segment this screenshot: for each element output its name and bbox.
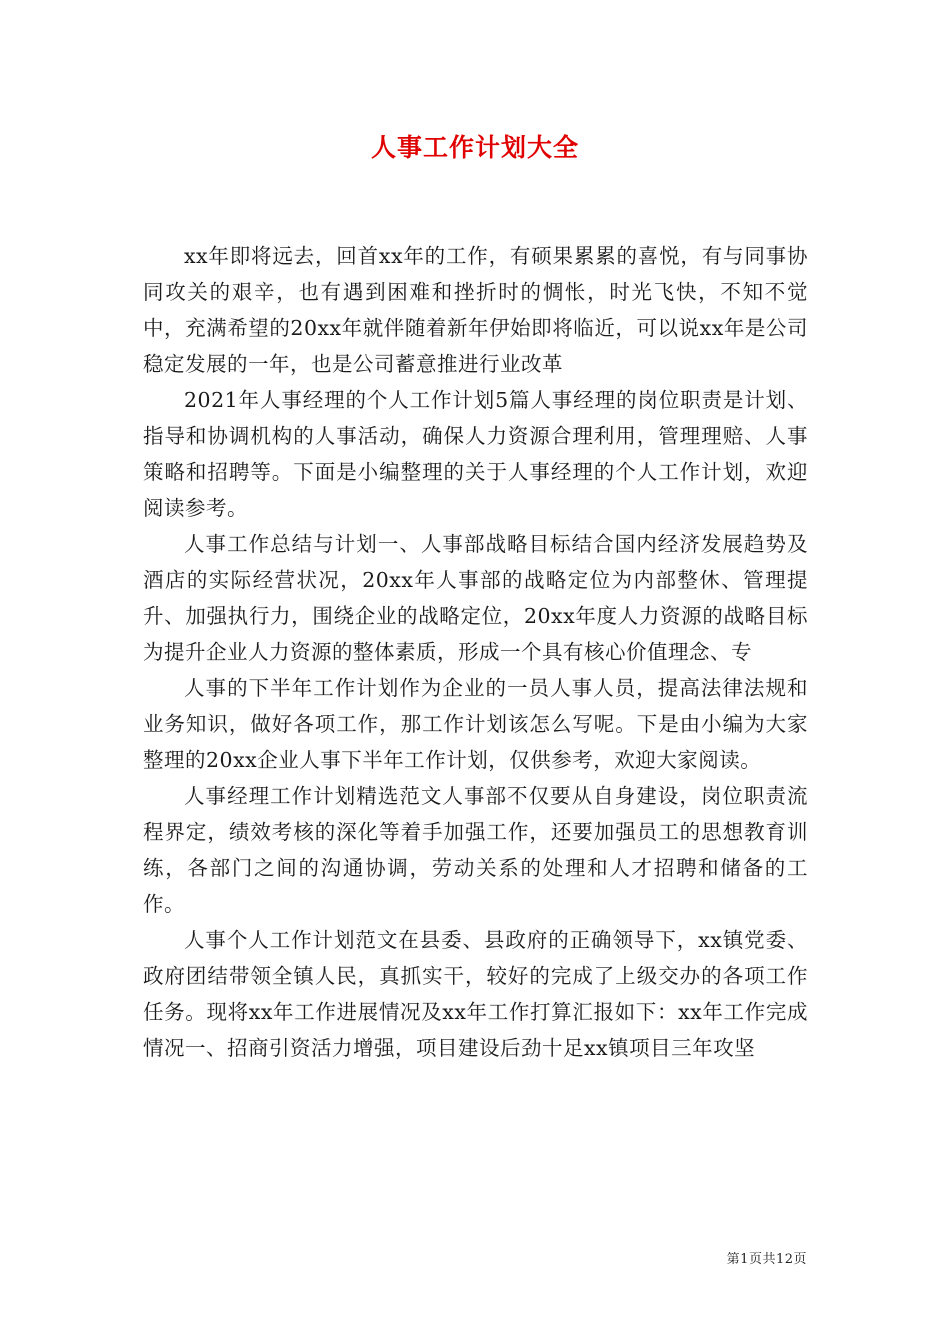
- paragraph-1: xx年即将远去，回首xx年的工作，有硕果累累的喜悦，有与同事协同攻关的艰辛，也有遇到困难和挫折时的惆怅，时光飞快，不知不觉中，充满希望的20xx年就伴随着新年伊始即将临近，可以说xx年是公司稳定发展的一年，也是公司蓄意推进行业改革: [143, 244, 808, 376]
- document-body: [143, 238, 808, 1066]
- page-number: 第1页共12页: [726, 1252, 807, 1267]
- paragraph-6: 人事个人工作计划范文在县委、县政府的正确领导下，xx镇党委、政府团结带领全镇人民，真抓实干，较好的完成了上级交办的各项工作任务。现将xx年工作进展情况及xx年工作打算汇报如下：xx年工作完成情况一、招商引资活力增强，项目建设后劲十足xx镇项目三年攻坚: [143, 928, 808, 1060]
- paragraph-3: 人事工作总结与计划一、人事部战略目标结合国内经济发展趋势及酒店的实际经营状况，20xx年人事部的战略定位为内部整休、管理提升、加强执行力，围绕企业的战略定位，20xx年度人力资源的战略目标为提升企业人力资源的整体素质，形成一个具有核心价值理念、专: [143, 532, 808, 664]
- paragraph-4: 人事的下半年工作计划作为企业的一员人事人员，提高法律法规和业务知识，做好各项工作，那工作计划该怎么写呢。下是由小编为大家整理的20xx企业人事下半年工作计划，仅供参考，欢迎大家阅读。: [143, 676, 808, 772]
- paragraph-5: 人事经理工作计划精选范文人事部不仅要从自身建设，岗位职责流程界定，绩效考核的深化等着手加强工作，还要加强员工的思想教育训练，各部门之间的沟通协调，劳动关系的处理和人才招聘和储备的工作。: [143, 784, 808, 916]
- document-title: 人事工作计划大全: [370, 133, 579, 162]
- paragraph-2: 2021年人事经理的个人工作计划5篇人事经理的岗位职责是计划、指导和协调机构的人事活动，确保人力资源合理利用，管理理赔、人事策略和招聘等。下面是小编整理的关于人事经理的个人工作计划，欢迎阅读参考。: [143, 388, 808, 520]
